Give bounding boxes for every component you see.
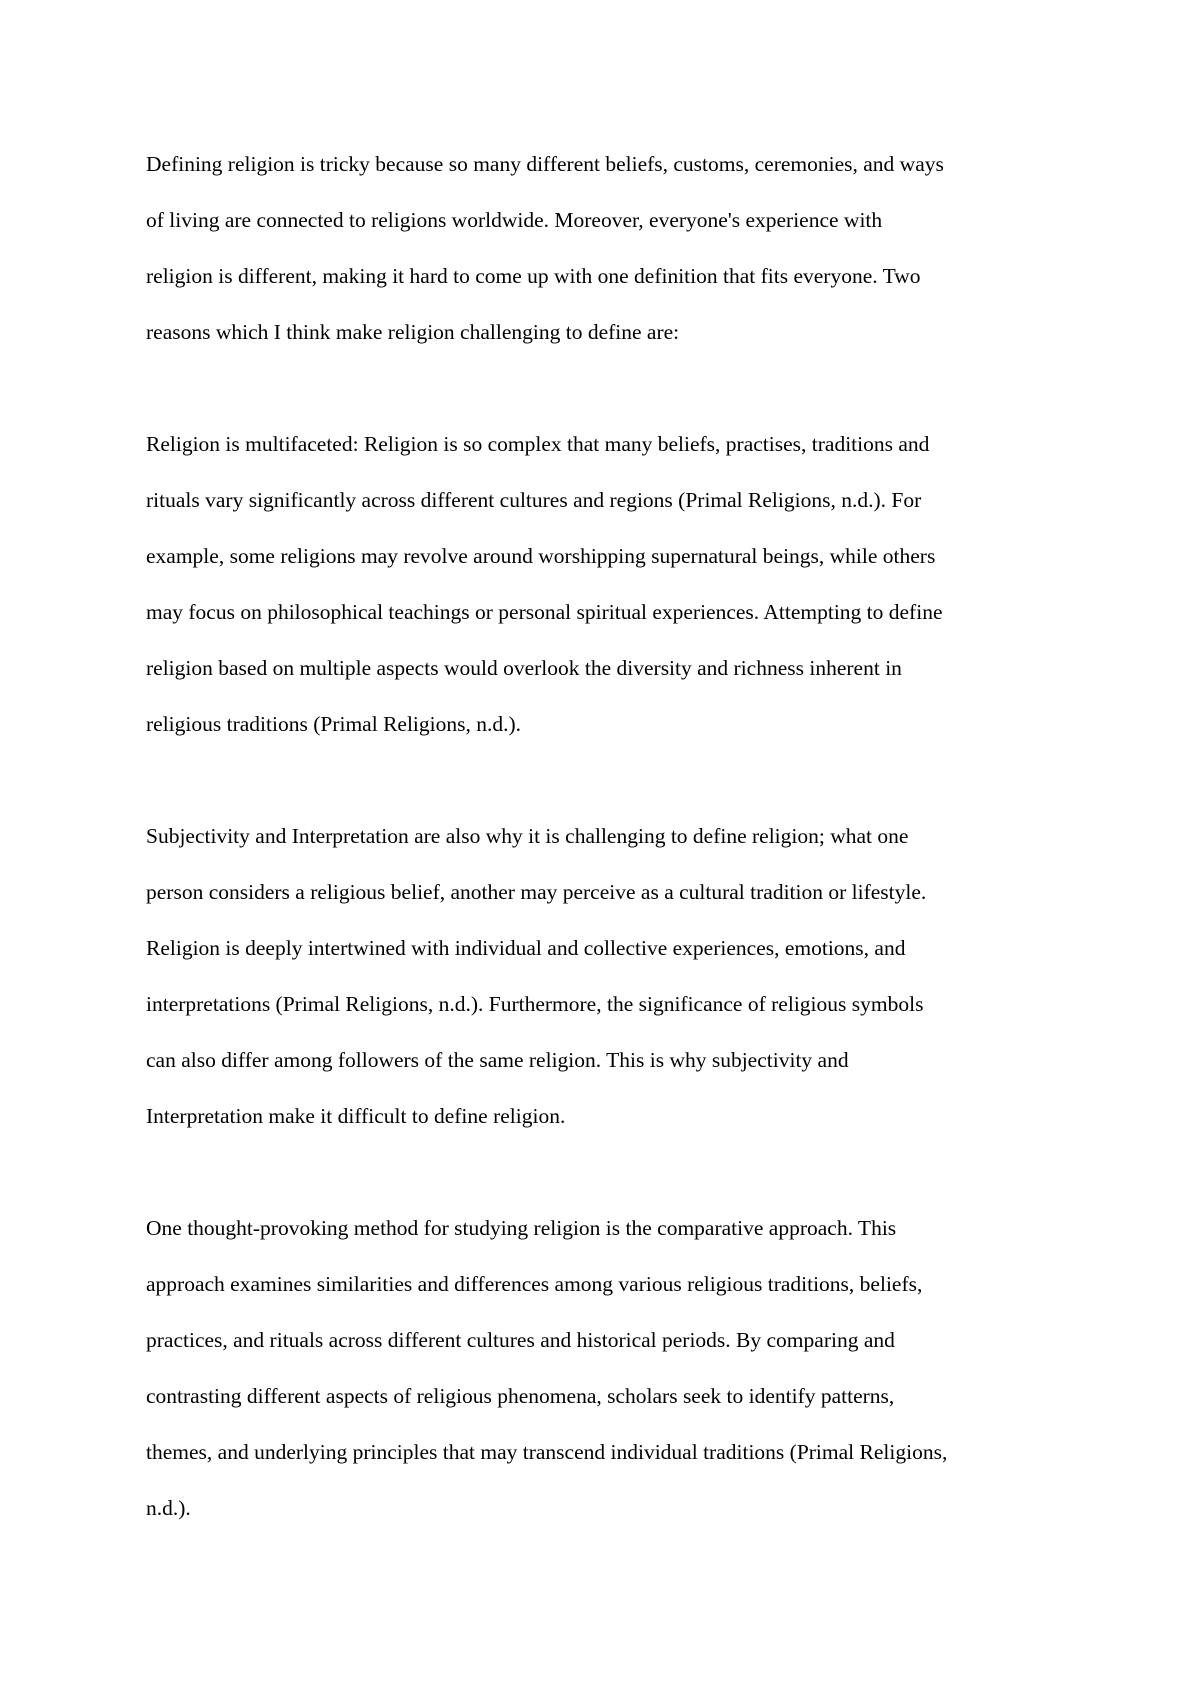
text-line: Interpretation make it difficult to define religion. <box>146 1104 566 1128</box>
paragraph-subjectivity <box>146 808 1070 1144</box>
text-line: interpretations (Primal Religions, n.d.). Furthermore, the significance of religious symbols <box>146 992 924 1016</box>
text-line: Defining religion is tricky because so many different beliefs, customs, ceremonies, and ways <box>146 152 944 176</box>
text-line: can also differ among followers of the same religion. This is why subjectivity and <box>146 1048 849 1072</box>
text-line: reasons which I think make religion challenging to define are: <box>146 320 680 344</box>
paragraph-multifaceted <box>146 416 1070 752</box>
text-line: rituals vary significantly across different cultures and regions (Primal Religions, n.d.). For <box>146 488 922 512</box>
text-line: approach examines similarities and differences among various religious traditions, beliefs, <box>146 1272 923 1296</box>
text-line: religion based on multiple aspects would overlook the diversity and richness inherent in <box>146 656 902 680</box>
text-line: practices, and rituals across different cultures and historical periods. By comparing and <box>146 1328 895 1352</box>
text-line: themes, and underlying principles that may transcend individual traditions (Primal Religions, <box>146 1440 948 1464</box>
text-line: Religion is deeply intertwined with individual and collective experiences, emotions, and <box>146 936 906 960</box>
text-line: contrasting different aspects of religious phenomena, scholars seek to identify patterns, <box>146 1384 895 1408</box>
text-line: person considers a religious belief, another may perceive as a cultural tradition or lifestyle. <box>146 880 927 904</box>
text-line: example, some religions may revolve around worshipping supernatural beings, while others <box>146 544 936 568</box>
text-line: Religion is multifaceted: Religion is so complex that many beliefs, practises, traditions and <box>146 432 930 456</box>
paragraph-comparative-approach <box>146 1200 1070 1536</box>
text-line: Subjectivity and Interpretation are also why it is challenging to define religion; what one <box>146 824 909 848</box>
text-line: religion is different, making it hard to come up with one definition that fits everyone. Two <box>146 264 921 288</box>
paragraph-definition-difficulty <box>146 136 1070 360</box>
text-line: n.d.). <box>146 1496 191 1520</box>
text-line: may focus on philosophical teachings or personal spiritual experiences. Attempting to define <box>146 600 943 624</box>
text-line: One thought-provoking method for studying religion is the comparative approach. This <box>146 1216 897 1240</box>
text-line: religious traditions (Primal Religions, n.d.). <box>146 712 522 736</box>
text-line: of living are connected to religions worldwide. Moreover, everyone's experience with <box>146 208 883 232</box>
